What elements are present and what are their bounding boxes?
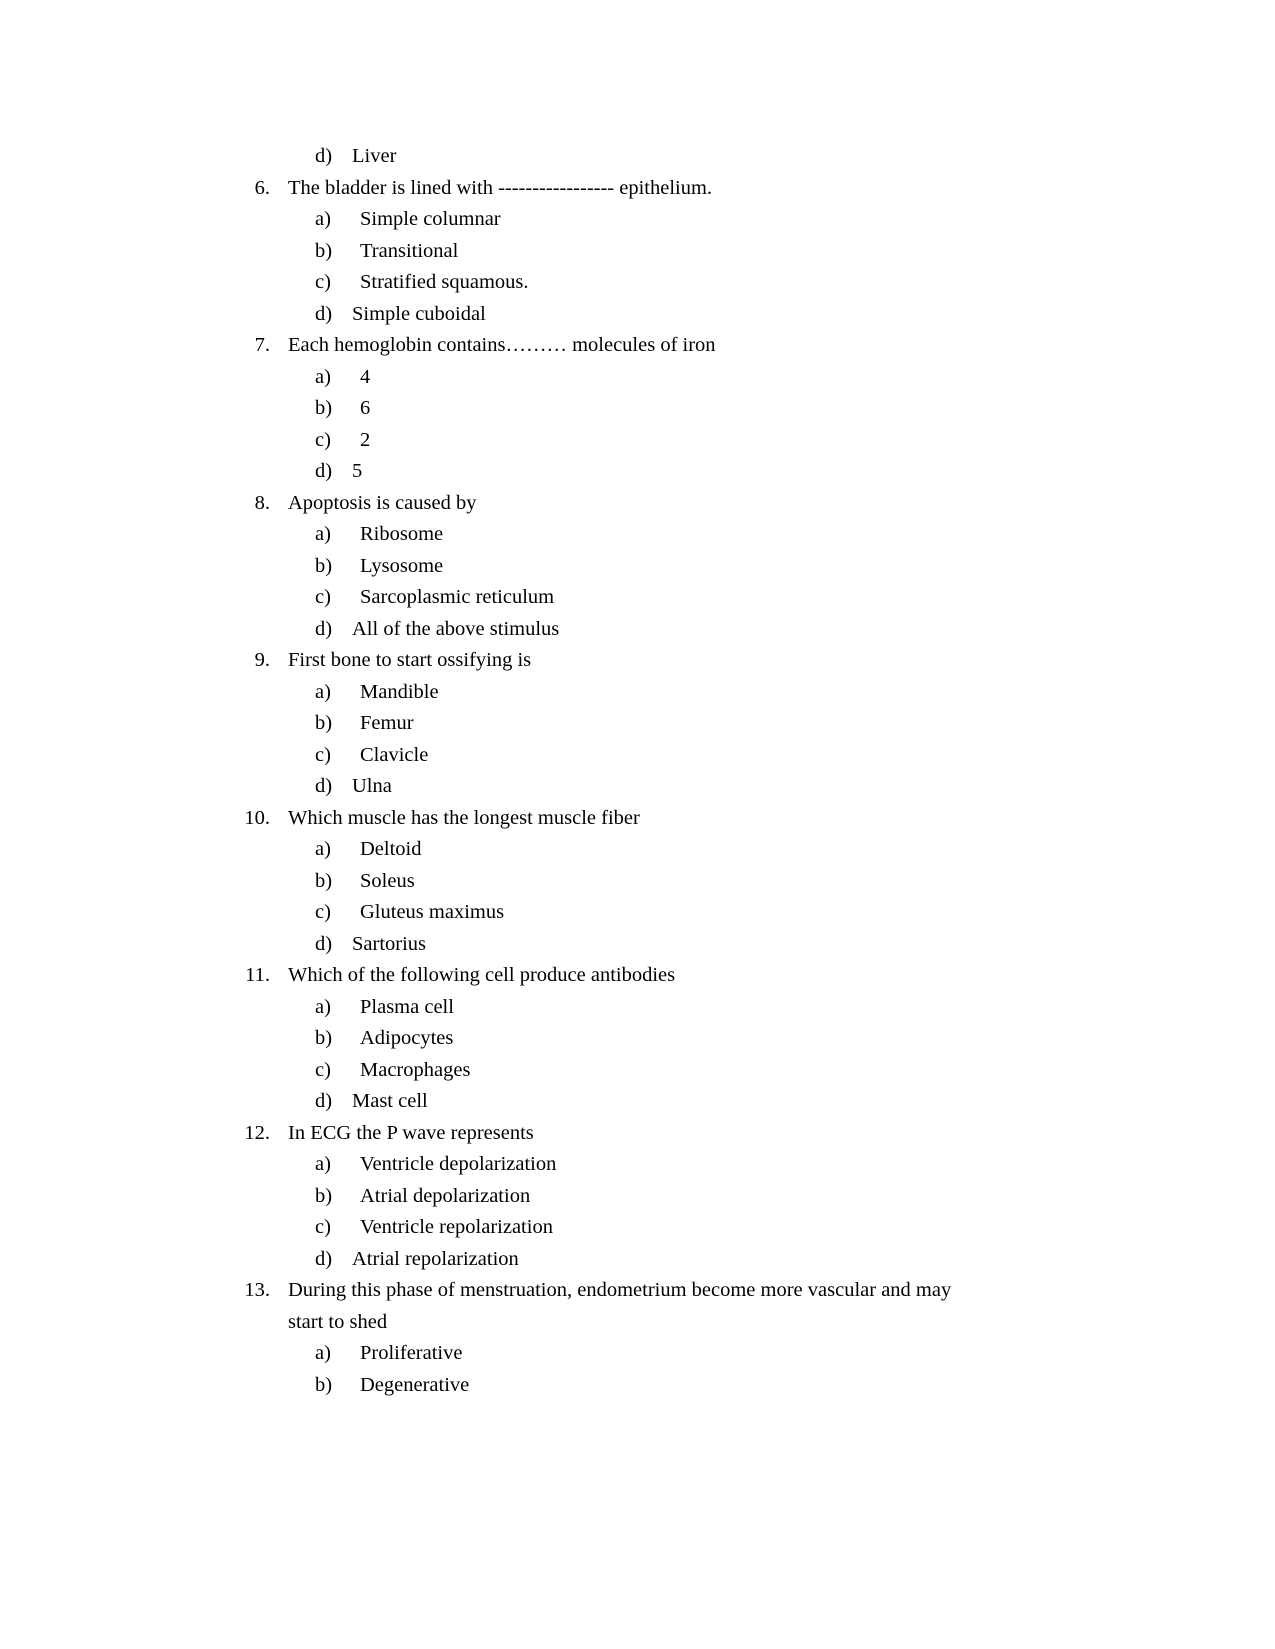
answer-option[interactable] xyxy=(0,771,1275,803)
question-text: First bone to start ossifying is xyxy=(288,649,532,671)
option-text: 5 xyxy=(352,460,363,482)
option-text: Ventricle depolarization xyxy=(360,1153,557,1175)
question-text: Each hemoglobin contains……… molecules of iron xyxy=(288,334,716,356)
option-text: Ulna xyxy=(352,775,392,797)
option-letter: c) xyxy=(315,428,331,451)
answer-option[interactable] xyxy=(0,1181,1275,1213)
answer-option[interactable] xyxy=(0,425,1275,457)
option-text: Transitional xyxy=(360,239,459,262)
option-letter: a) xyxy=(315,523,331,545)
answer-option[interactable] xyxy=(0,614,1275,646)
answer-option[interactable] xyxy=(0,1338,1275,1370)
option-letter: d) xyxy=(315,617,333,640)
option-text: Macrophages xyxy=(360,1058,471,1081)
question-number: 7. xyxy=(254,334,270,356)
option-text: Gluteus maximus xyxy=(360,901,505,923)
question-number: 11. xyxy=(245,964,270,986)
option-text: Simple cuboidal xyxy=(352,302,486,325)
question-text: Which of the following cell produce antibodies xyxy=(288,964,676,986)
option-text: All of the above stimulus xyxy=(352,617,560,640)
option-letter: b) xyxy=(315,397,333,419)
question-number: 6. xyxy=(254,176,270,199)
question-stem xyxy=(0,1118,1275,1150)
option-letter: c) xyxy=(315,901,331,923)
answer-option[interactable] xyxy=(0,456,1275,488)
option-letter: b) xyxy=(315,869,333,892)
option-text: Simple columnar xyxy=(360,208,501,230)
option-text: Ribosome xyxy=(360,523,444,545)
option-text: Liver xyxy=(352,145,397,167)
option-letter: d) xyxy=(315,932,333,955)
question-continuation-text: start to shed xyxy=(288,1310,388,1333)
question-number: 12. xyxy=(244,1121,270,1144)
question-block xyxy=(0,330,1275,488)
option-letter: c) xyxy=(315,271,331,293)
option-letter: d) xyxy=(315,1247,333,1270)
question-text: Which muscle has the longest muscle fiber xyxy=(288,806,640,829)
option-letter: b) xyxy=(315,239,333,262)
question-block xyxy=(0,1275,1275,1401)
option-text: Clavicle xyxy=(360,743,429,766)
question-stem xyxy=(0,488,1275,520)
question-stem xyxy=(0,173,1275,205)
question-number: 9. xyxy=(254,649,270,671)
option-letter: a) xyxy=(315,838,331,860)
answer-option[interactable] xyxy=(0,866,1275,898)
question-list xyxy=(0,141,1275,1401)
option-letter: d) xyxy=(315,775,333,797)
option-text: Stratified squamous. xyxy=(360,271,529,293)
question-text: During this phase of menstruation, endometrium become more vascular and may xyxy=(288,1279,952,1301)
option-text: 2 xyxy=(360,428,371,451)
question-stem xyxy=(0,645,1275,677)
answer-option[interactable] xyxy=(0,1370,1275,1402)
question-stem xyxy=(0,803,1275,835)
question-text: In ECG the P wave represents xyxy=(288,1121,534,1144)
question-stem xyxy=(0,1275,1275,1307)
option-text: Degenerative xyxy=(360,1373,470,1396)
question-continuation-line xyxy=(0,1307,1275,1339)
option-letter: b) xyxy=(315,1373,333,1396)
option-letter: c) xyxy=(315,586,331,608)
answer-option[interactable] xyxy=(0,708,1275,740)
option-text: 4 xyxy=(360,365,371,388)
questions-container xyxy=(0,173,1275,1402)
answer-option[interactable] xyxy=(0,1086,1275,1118)
option-text: Mandible xyxy=(360,680,439,703)
answer-option[interactable] xyxy=(0,236,1275,268)
question-block xyxy=(0,803,1275,961)
answer-option[interactable] xyxy=(0,1149,1275,1181)
option-letter: b) xyxy=(315,1184,333,1207)
option-text: Soleus xyxy=(360,869,415,892)
question-text: The bladder is lined with ----------------- epithelium. xyxy=(288,176,713,199)
answer-option[interactable] xyxy=(0,519,1275,551)
answer-option[interactable] xyxy=(0,740,1275,772)
option-letter: d) xyxy=(315,460,333,482)
option-text: 6 xyxy=(360,397,371,419)
option-letter: b) xyxy=(315,554,333,577)
answer-option[interactable] xyxy=(0,1055,1275,1087)
question-block xyxy=(0,645,1275,803)
option-text: Atrial depolarization xyxy=(360,1184,531,1207)
option-text: Sarcoplasmic reticulum xyxy=(360,586,555,608)
option-letter: a) xyxy=(315,680,331,703)
option-text: Ventricle repolarization xyxy=(360,1216,553,1238)
question-block xyxy=(0,1118,1275,1276)
answer-option[interactable] xyxy=(0,677,1275,709)
answer-option[interactable] xyxy=(0,1023,1275,1055)
option-text: Lysosome xyxy=(360,554,444,577)
option-text: Adipocytes xyxy=(360,1027,454,1049)
answer-option[interactable] xyxy=(0,582,1275,614)
option-letter: d) xyxy=(315,1090,333,1112)
option-letter: a) xyxy=(315,1153,331,1175)
question-block xyxy=(0,960,1275,1118)
option-text: Proliferative xyxy=(360,1342,463,1364)
option-letter: a) xyxy=(315,365,331,388)
question-block xyxy=(0,173,1275,331)
option-text: Atrial repolarization xyxy=(352,1247,519,1270)
answer-option[interactable] xyxy=(0,393,1275,425)
answer-option[interactable] xyxy=(0,267,1275,299)
question-text: Apoptosis is caused by xyxy=(288,491,477,514)
option-text: Sartorius xyxy=(352,932,427,955)
answer-option[interactable] xyxy=(0,897,1275,929)
option-letter: a) xyxy=(315,995,331,1018)
answer-option[interactable] xyxy=(0,1244,1275,1276)
option-letter: c) xyxy=(315,1216,331,1238)
question-number: 10. xyxy=(244,806,270,829)
answer-option[interactable] xyxy=(0,362,1275,394)
option-letter: d) xyxy=(315,145,333,167)
question-stem xyxy=(0,960,1275,992)
option-letter: c) xyxy=(315,743,331,766)
option-text: Femur xyxy=(360,712,414,734)
answer-option[interactable] xyxy=(0,299,1275,331)
option-text: Mast cell xyxy=(352,1090,428,1112)
option-letter: a) xyxy=(315,208,331,230)
question-block xyxy=(0,488,1275,646)
question-number: 8. xyxy=(254,491,270,514)
option-text: Deltoid xyxy=(360,838,422,860)
option-letter: c) xyxy=(315,1058,331,1081)
question-number: 13. xyxy=(244,1279,270,1301)
option-letter: b) xyxy=(315,712,333,734)
option-letter: d) xyxy=(315,302,333,325)
answer-option[interactable] xyxy=(0,834,1275,866)
option-letter: a) xyxy=(315,1342,331,1364)
answer-option[interactable] xyxy=(0,1212,1275,1244)
answer-option[interactable] xyxy=(0,551,1275,583)
option-letter: b) xyxy=(315,1027,333,1049)
option-text: Plasma cell xyxy=(360,995,454,1018)
answer-option[interactable] xyxy=(0,204,1275,236)
answer-option[interactable] xyxy=(0,929,1275,961)
answer-option[interactable] xyxy=(0,992,1275,1024)
carried-over-option xyxy=(0,141,1275,173)
question-stem xyxy=(0,330,1275,362)
